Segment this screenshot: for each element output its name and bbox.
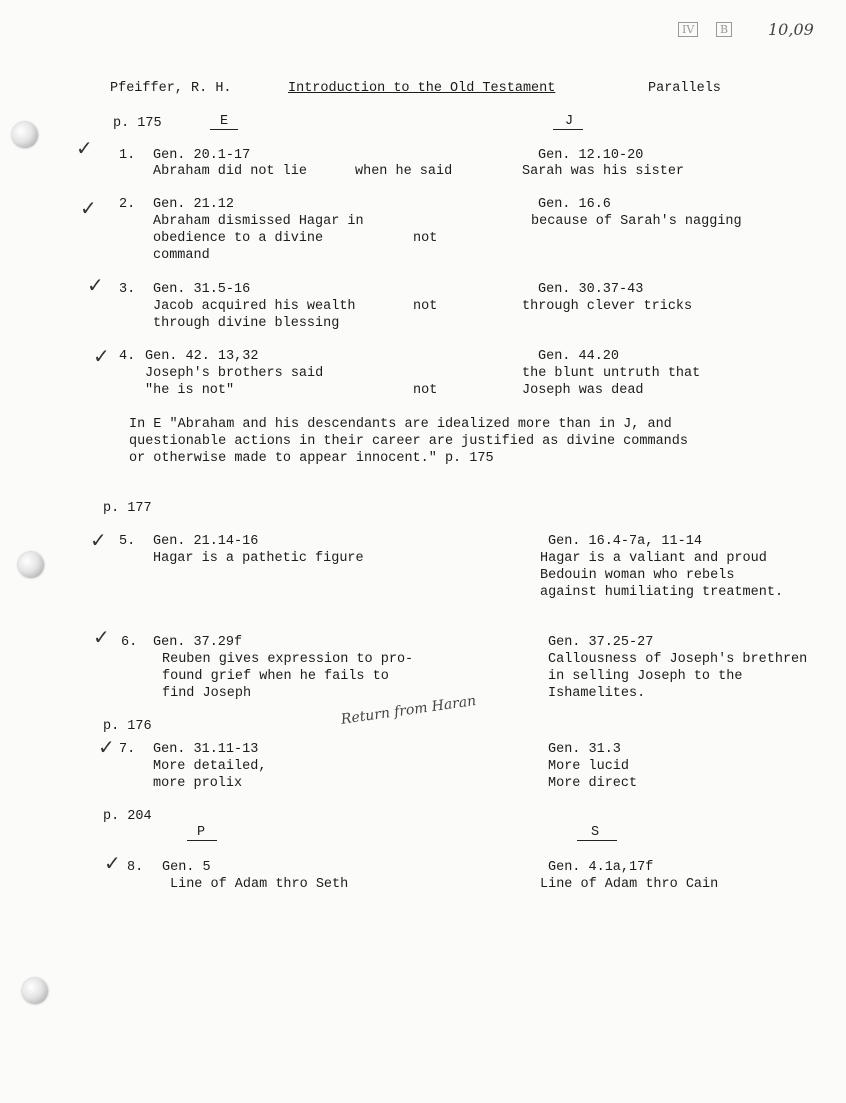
page-title: Introduction to the Old Testament (288, 81, 556, 96)
check-mark-icon: ✓ (87, 273, 104, 297)
right-ref: Gen. 16.6 (538, 197, 611, 212)
quote-line: questionable actions in their career are justified as divine commands (129, 434, 688, 449)
archive-stamp-b: B (716, 22, 732, 37)
left-text: "he is not" (145, 383, 235, 398)
punch-hole-middle (18, 552, 44, 578)
left-text: Jacob acquired his wealth (153, 299, 356, 314)
quote-line: In E "Abraham and his descendants are idealized more than in J, and (129, 417, 672, 432)
right-ref: Gen. 16.4-7a, 11-14 (548, 534, 702, 549)
right-text: in selling Joseph to the (548, 669, 743, 684)
check-mark-icon: ✓ (76, 136, 93, 160)
mid-text: not (413, 231, 438, 246)
punch-hole-top (12, 122, 38, 148)
parallels-label: Parallels (648, 81, 721, 96)
archive-stamp-a: IV (678, 22, 698, 37)
left-text: Abraham dismissed Hagar in (153, 214, 364, 229)
source-e-underline (210, 129, 238, 130)
left-text: command (153, 248, 210, 263)
right-text: Hagar is a valiant and proud (540, 551, 767, 566)
check-mark-icon: ✓ (90, 528, 107, 552)
item-number: 7. (119, 742, 136, 757)
left-text: Reuben gives expression to pro- (162, 652, 414, 667)
right-text: because of Sarah's nagging (531, 214, 742, 229)
right-text: Callousness of Joseph's brethren (548, 652, 808, 667)
item-number: 1. (119, 148, 136, 163)
left-text: Joseph's brothers said (145, 366, 324, 381)
right-text: Bedouin woman who rebels (540, 568, 735, 583)
left-text: find Joseph (162, 686, 252, 701)
check-mark-icon: ✓ (93, 344, 110, 368)
left-text: obedience to a divine (153, 231, 324, 246)
left-text: More detailed, (153, 759, 267, 774)
item-number: 4. (119, 349, 136, 364)
item-number: 8. (127, 860, 144, 875)
right-ref: Gen. 30.37-43 (538, 282, 644, 297)
source-e-heading: E (220, 114, 229, 129)
item-number: 5. (119, 534, 136, 549)
left-text: Line of Adam thro Seth (170, 877, 349, 892)
check-mark-icon: ✓ (98, 735, 115, 759)
left-text: Hagar is a pathetic figure (153, 551, 364, 566)
item-number: 6. (121, 635, 138, 650)
source-j-heading: J (565, 114, 574, 129)
left-text: Abraham did not lie (153, 164, 307, 179)
handwritten-note: Return from Haran (340, 693, 478, 728)
right-text: against humiliating treatment. (540, 585, 784, 600)
author: Pfeiffer, R. H. (110, 81, 232, 96)
right-ref: Gen. 31.3 (548, 742, 621, 757)
right-ref: Gen. 37.25-27 (548, 635, 654, 650)
left-ref: Gen. 20.1-17 (153, 148, 251, 163)
left-ref: Gen. 21.14-16 (153, 534, 259, 549)
page-ref-175: p. 175 (113, 116, 162, 131)
check-mark-icon: ✓ (93, 625, 110, 649)
left-ref: Gen. 42. 13,32 (145, 349, 259, 364)
source-s-underline (577, 840, 617, 841)
left-ref: Gen. 37.29f (153, 635, 243, 650)
item-number: 2. (119, 197, 136, 212)
left-text: through divine blessing (153, 316, 340, 331)
quote-line: or otherwise made to appear innocent." p. 175 (129, 451, 494, 466)
right-text: Ishamelites. (548, 686, 646, 701)
right-text: the blunt untruth that (522, 366, 701, 381)
page-ref-176: p. 176 (103, 719, 152, 734)
page-ref-177: p. 177 (103, 501, 152, 516)
page-ref-204: p. 204 (103, 809, 152, 824)
right-text: through clever tricks (522, 299, 693, 314)
source-p-heading: P (197, 825, 206, 840)
item-number: 3. (119, 282, 136, 297)
mid-text: not (413, 299, 438, 314)
right-text: More lucid (548, 759, 630, 774)
right-ref: Gen. 44.20 (538, 349, 620, 364)
left-ref: Gen. 21.12 (153, 197, 235, 212)
left-text: found grief when he fails to (162, 669, 389, 684)
left-ref: Gen. 31.5-16 (153, 282, 251, 297)
left-text: more prolix (153, 776, 243, 791)
left-ref: Gen. 31.11-13 (153, 742, 259, 757)
source-s-heading: S (591, 825, 600, 840)
right-ref: Gen. 12.10-20 (538, 148, 644, 163)
source-p-underline (187, 840, 217, 841)
mid-text: not (413, 383, 438, 398)
check-mark-icon: ✓ (80, 196, 97, 220)
left-ref: Gen. 5 (162, 860, 211, 875)
punch-hole-bottom (22, 978, 48, 1004)
right-ref: Gen. 4.1a,17f (548, 860, 654, 875)
corner-number: 10,09 (768, 20, 814, 39)
right-text: More direct (548, 776, 638, 791)
mid-text: when he said (355, 164, 453, 179)
check-mark-icon: ✓ (104, 851, 121, 875)
right-text: Line of Adam thro Cain (540, 877, 719, 892)
source-j-underline (553, 129, 583, 130)
right-text: Sarah was his sister (522, 164, 685, 179)
right-text: Joseph was dead (522, 383, 644, 398)
